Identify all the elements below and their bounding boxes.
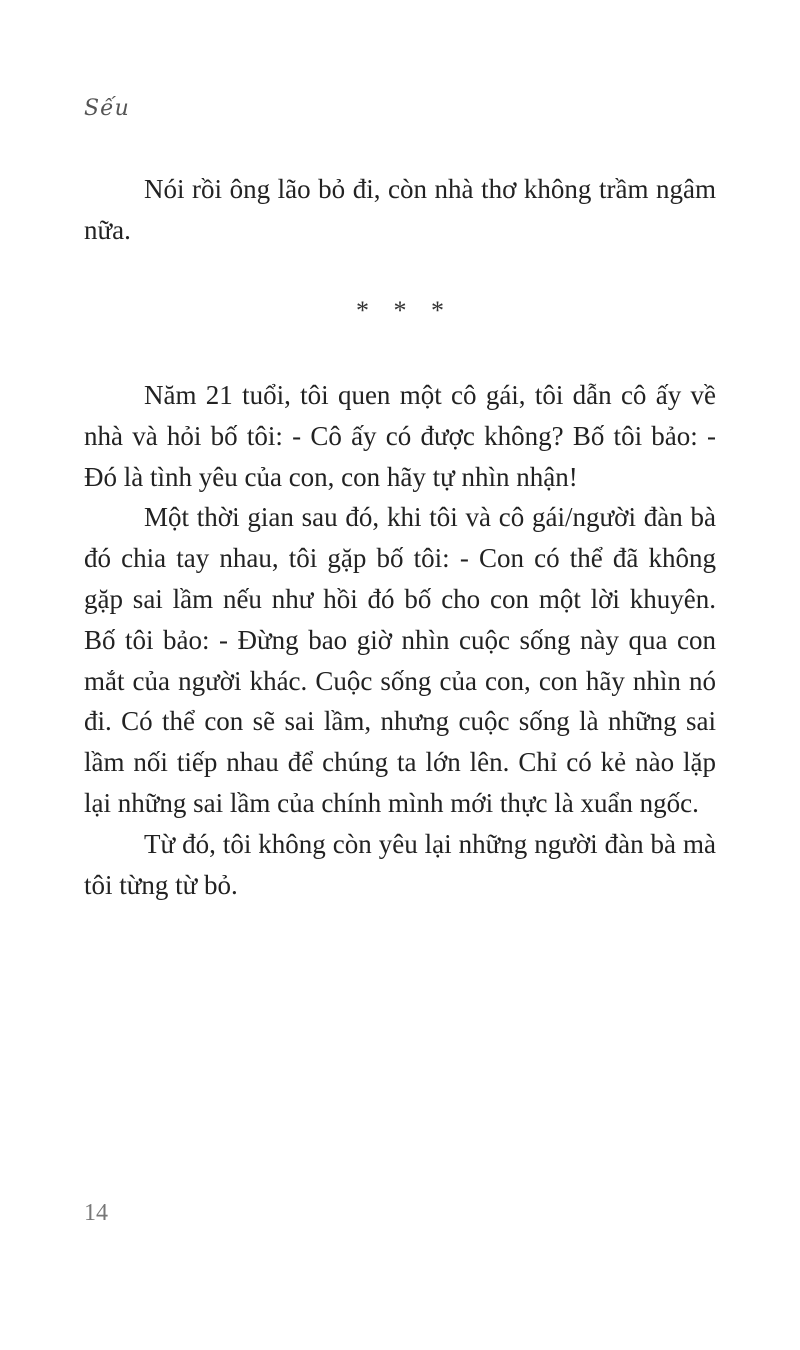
section-separator bbox=[0, 296, 800, 326]
page-number: 14 bbox=[84, 1200, 108, 1226]
separator-asterisk: * bbox=[431, 296, 444, 325]
paragraph: Một thời gian sau đó, khi tôi và cô gái/người đàn bà đó chia tay nhau, tôi gặp bố tôi: - Con có thể đã không gặp sai lầm nếu như hồi đó bố cho con một lời khuyên. Bố tôi bảo: - Đừng bao giờ nhìn cuộc sống này qua con mắt của người khác. Cuộc sống của con, con hãy nhìn nó đi. Có thể con sẽ sai lầm, nhưng cuộc sống là những sai lầm nối tiếp nhau để chúng ta lớn lên. Chỉ có kẻ nào lặp lại những sai lầm của chính mình mới thực là xuẩn ngốc. bbox=[84, 502, 716, 818]
paragraph: Nói rồi ông lão bỏ đi, còn nhà thơ không trầm ngâm nữa. bbox=[84, 174, 716, 245]
separator-asterisk: * bbox=[356, 296, 369, 325]
paragraph: Năm 21 tuổi, tôi quen một cô gái, tôi dẫn cô ấy về nhà và hỏi bố tôi: - Cô ấy có được không? Bố tôi bảo: - Đó là tình yêu của con, con hãy tự nhìn nhận! bbox=[84, 380, 716, 492]
text-block-top bbox=[84, 169, 716, 251]
running-head: Sếu bbox=[84, 96, 130, 121]
text-block-bottom bbox=[84, 375, 716, 905]
paragraph: Từ đó, tôi không còn yêu lại những người đàn bà mà tôi từng từ bỏ. bbox=[84, 828, 716, 900]
separator-asterisk: * bbox=[393, 296, 407, 325]
